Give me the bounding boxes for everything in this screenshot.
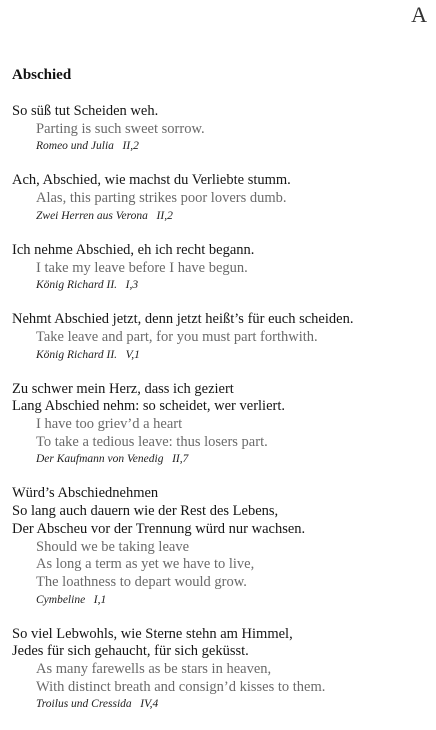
english-line: Take leave and part, for you must part forthwith. (36, 328, 318, 345)
play-reference: Troilus und Cressida IV,4 (36, 698, 159, 711)
english-line: As long a term as yet we have to live, (36, 556, 255, 573)
play-reference: Der Kaufmann von Venedig II,7 (36, 453, 189, 466)
quote-entry (12, 103, 430, 155)
english-line: Parting is such sweet sorrow. (36, 120, 205, 137)
play-reference: Cymbeline I,1 (36, 593, 107, 606)
german-line: Würd’s Abschiednehmen (12, 485, 159, 502)
german-line: Zu schwer mein Herz, dass ich geziert (12, 380, 234, 397)
play-reference: König Richard II. I,3 (36, 279, 139, 292)
english-line: To take a tedious leave: thus losers part. (36, 433, 268, 450)
play-reference: König Richard II. V,1 (36, 348, 140, 361)
quote-entry (12, 381, 430, 469)
english-line: The loathness to depart would grow. (36, 573, 247, 590)
german-line: So viel Lebwohls, wie Sterne stehn am Himmel, (12, 625, 293, 642)
german-line: So süß tut Scheiden weh. (12, 103, 159, 119)
quote-entry (12, 485, 430, 608)
quote-list (12, 103, 430, 730)
section-letter: A (411, 2, 427, 27)
german-line: So lang auch dauern wie der Rest des Lebens, (12, 503, 279, 520)
english-line: I take my leave before I have begun. (36, 259, 248, 276)
english-line: With distinct breath and consign’d kisses to them. (36, 678, 326, 695)
play-reference: Romeo und Julia II,2 (36, 140, 139, 153)
play-reference: Zwei Herren aus Verona II,2 (36, 209, 173, 222)
german-line: Nehmt Abschied jetzt, denn jetzt heißt’s für euch scheiden. (12, 311, 354, 328)
english-line: As many farewells as be stars in heaven, (36, 661, 272, 678)
german-line: Der Abscheu vor der Trennung würd nur wachsen. (12, 520, 306, 537)
english-line: Alas, this parting strikes poor lovers dumb. (36, 190, 287, 207)
quote-entry (12, 172, 430, 224)
english-line: Should we be taking leave (36, 538, 190, 555)
quote-entry (12, 626, 430, 714)
quote-entry (12, 311, 430, 363)
german-line: Ach, Abschied, wie machst du Verliebte stumm. (12, 172, 291, 189)
german-line: Lang Abschied nehm: so scheidet, wer verliert. (12, 398, 286, 415)
quote-entry (12, 242, 430, 294)
page-title: Abschied (12, 67, 72, 83)
english-line: I have too griev’d a heart (36, 416, 183, 433)
german-line: Jedes für sich gehaucht, für sich geküsst. (12, 643, 249, 660)
german-line: Ich nehme Abschied, eh ich recht begann. (12, 241, 255, 258)
